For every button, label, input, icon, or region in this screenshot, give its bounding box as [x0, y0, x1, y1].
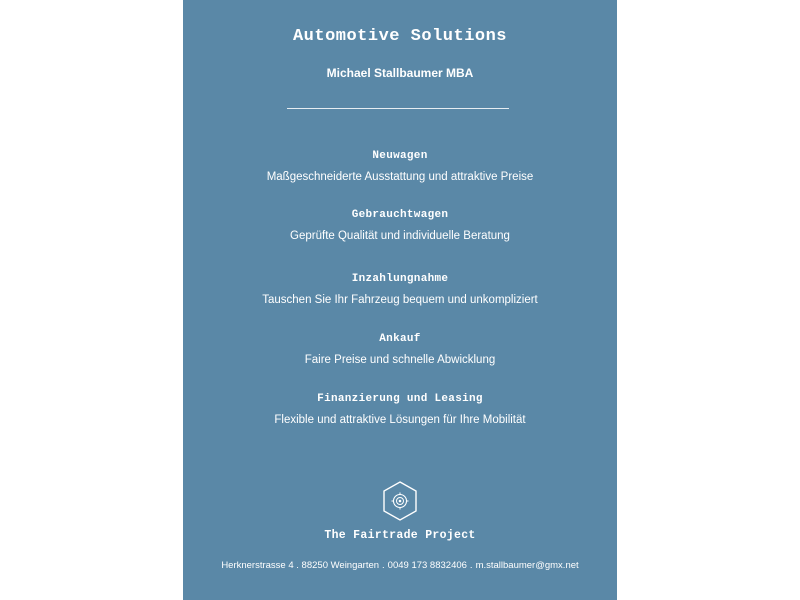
- service-description: Geprüfte Qualität und individuelle Beratung: [290, 230, 510, 242]
- service-description: Tauschen Sie Ihr Fahrzeug bequem und unkompliziert: [262, 294, 538, 306]
- project-name: The Fairtrade Project: [324, 529, 476, 542]
- service-name: Ankauf: [379, 333, 421, 345]
- author-name: Michael Stallbaumer MBA: [326, 66, 474, 80]
- document-title: Automotive Solutions: [292, 27, 508, 46]
- address: Herknerstrasse 4 . 88250 Weingarten: [221, 560, 380, 571]
- phone[interactable]: 0049 173 8832406: [387, 560, 467, 571]
- service-name: Gebrauchtwagen: [351, 209, 449, 221]
- service-description: Flexible und attraktive Lösungen für Ihre Mobilität: [274, 414, 526, 426]
- service-description: Faire Preise und schnelle Abwicklung: [304, 354, 496, 366]
- service-item: [183, 272, 617, 307]
- service-description: Maßgeschneiderte Ausstattung und attraktive Preise: [266, 171, 534, 183]
- service-name: Inzahlungnahme: [351, 273, 449, 285]
- separator: .: [382, 560, 385, 571]
- document-card: [183, 0, 617, 600]
- service-item: [183, 149, 617, 184]
- service-item: [183, 392, 617, 427]
- service-name: Neuwagen: [372, 150, 428, 162]
- email-link[interactable]: m.stallbaumer@gmx.net: [475, 560, 579, 571]
- service-name: Finanzierung und Leasing: [317, 393, 483, 405]
- service-item: [183, 332, 617, 367]
- contact-line: [183, 560, 617, 571]
- separator: .: [469, 560, 473, 571]
- title-divider: [287, 108, 509, 109]
- hexagon-logo-icon: [381, 480, 419, 522]
- service-item: [183, 208, 617, 243]
